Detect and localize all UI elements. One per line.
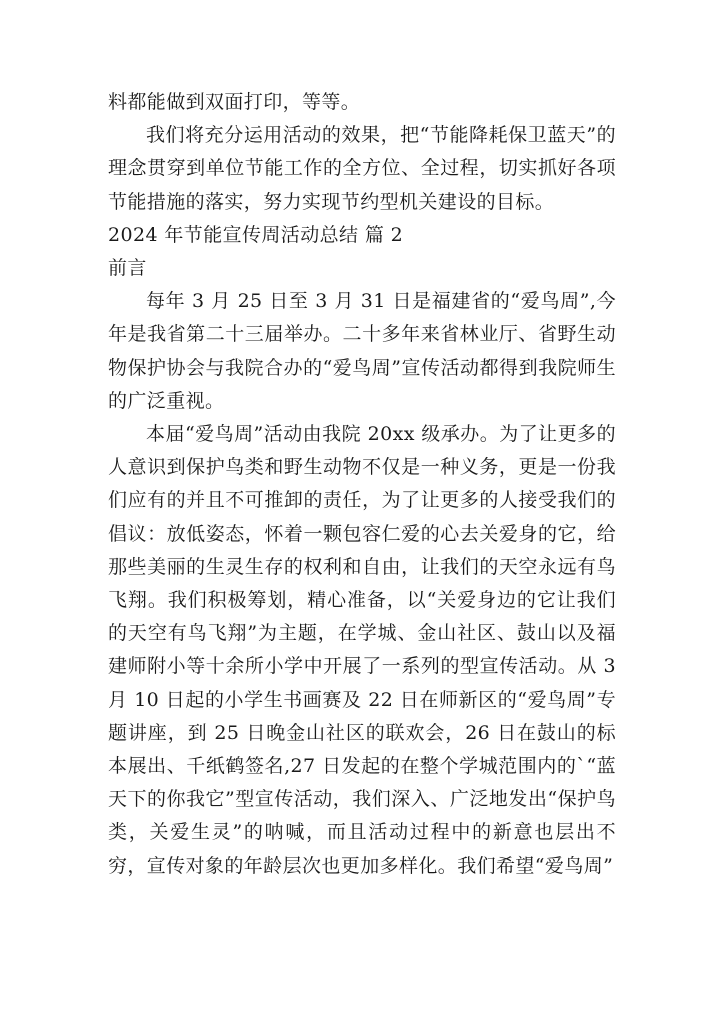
paragraph-bird-week-intro: 每年 3 月 25 日至 3 月 31 日是福建省的“爱鸟周”,今年是我省第二十三届举办。二十多年来省林业厅、省野生动物保护协会与我院合办的“爱鸟周”宣传活动都得到我院师生的广泛重视。 [108, 290, 616, 412]
section-heading: 2024 年节能宣传周活动总结 篇 2 [108, 223, 404, 246]
paragraph-energy-concept: 我们将充分运用活动的效果，把“节能降耗保卫蓝天”的理念贯穿到单位节能工作的全方位、全过程，切实抓好各项节能措施的落实，努力实现节约型机关建设的目标。 [108, 124, 616, 213]
paragraph-continuation: 料都能做到双面打印，等等。 [108, 91, 361, 113]
paragraph-bird-week-activities: 本届“爱鸟周”活动由我院 20xx 级承办。为了让更多的人意识到保护鸟类和野生动物不仅是一种义务，更是一份我们应有的并且不可推卸的责任，为了让更多的人接受我们的倡议：放低姿态，怀着一颗包容仁爱的心去关爱身的它，给那些美丽的生灵生存的权利和自由，让我们的天空永远有鸟飞翔。我们积极筹划，精心准备，以“关爱身边的它让我们的天空有鸟飞翔”为主题，在学城、金山社区、鼓山以及福建师附小等十余所小学中开展了一系列的型宣传活动。从 3 月 10 日起的小学生书画赛及 22 日在师新区的“爱鸟周”专题讲座，到 25 日晚金山社区的联欢会，26 日在鼓山的标本展出、千纸鹤签名,27 日发起的在整个学城范围内的`“蓝天下的你我它”型宣传活动，我们深入、广泛地发出“保护鸟类，关爱生灵”的呐喊，而且活动过程中的新意也层出不穷，宣传对象的年龄层次也更加多样化。我们希望“爱鸟周” [108, 423, 616, 877]
document-body [108, 86, 616, 883]
preface-heading: 前言 [108, 257, 147, 280]
